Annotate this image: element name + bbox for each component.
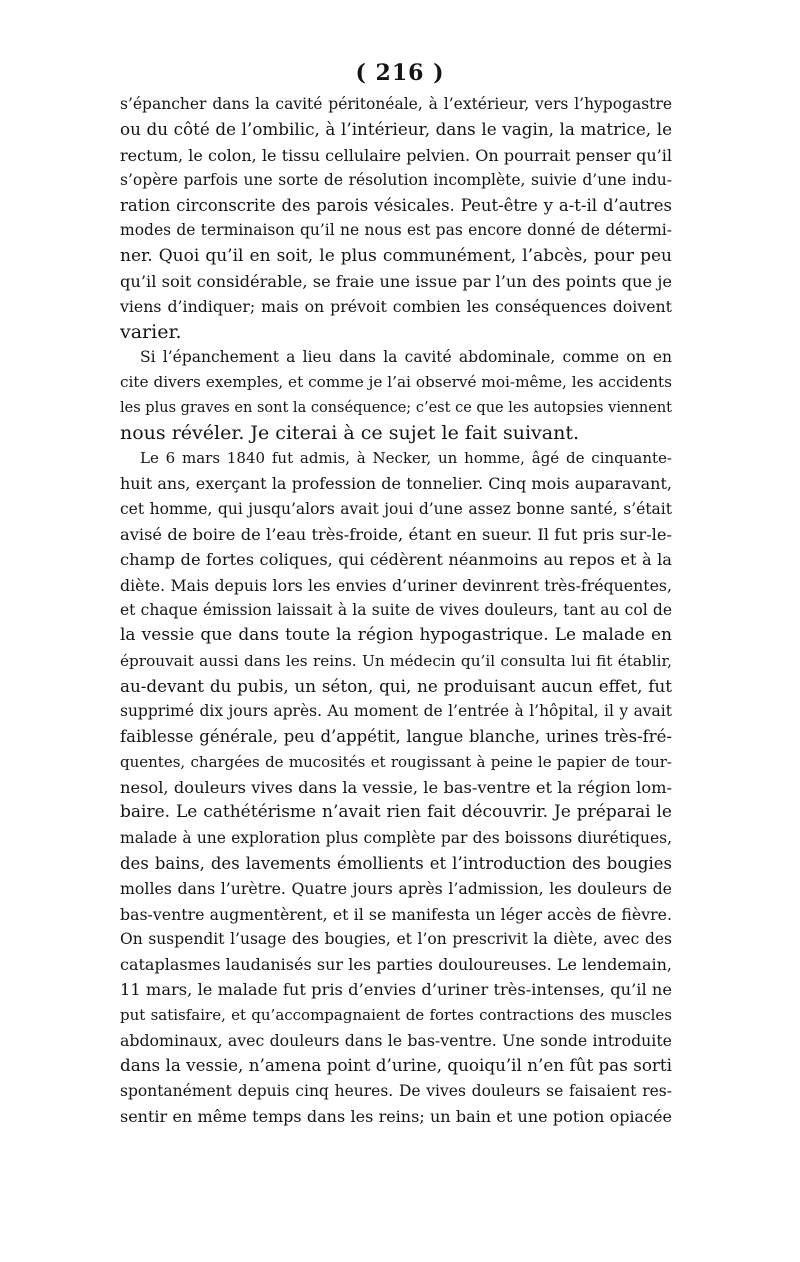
text-line: molles dans l’urètre. Quatre jours après l’admission, les douleurs de bbox=[120, 879, 672, 899]
text-line: supprimé dix jours après. Au moment de l’entrée à l’hôpital, il y avait bbox=[120, 702, 672, 721]
text-line: rectum, le colon, le tissu cellulaire pelvien. On pourrait penser qu’il bbox=[120, 145, 672, 165]
text-line: Si l’épanchement a lieu dans la cavité abdominale, comme on en bbox=[140, 347, 672, 366]
text-line: quentes, chargées de mucosités et rougissant à peine le papier de tour- bbox=[120, 752, 672, 771]
text-line: baire. Le cathétérisme n’avait rien fait découvrir. Je préparai le bbox=[120, 802, 672, 823]
text-line: nesol, douleurs vives dans la vessie, le bas-ventre et la région lom- bbox=[120, 778, 672, 798]
text-line: abdominaux, avec douleurs dans le bas-ventre. Une sonde introduite bbox=[120, 1030, 672, 1050]
text-line: la vessie que dans toute la région hypogastrique. Le malade en bbox=[120, 625, 672, 646]
text-line: qu’il soit considérable, se fraie une issue par l’un des points que je bbox=[120, 272, 672, 292]
text-line: et chaque émission laissait à la suite de vives douleurs, tant au col de bbox=[120, 600, 672, 619]
text-line: ner. Quoi qu’il en soit, le plus communément, l’abcès, pour peu bbox=[120, 245, 672, 266]
text-line: spontanément depuis cinq heures. De vives douleurs se faisaient res- bbox=[120, 1081, 672, 1100]
text-line: cite divers exemples, et comme je l’ai observé moi-même, les accidents bbox=[120, 373, 672, 392]
text-line: éprouvait aussi dans les reins. Un médecin qu’il consulta lui fit établir, bbox=[120, 651, 672, 670]
text-line: avisé de boire de l’eau très-froide, étant en sueur. Il fut pris sur-le- bbox=[120, 525, 672, 545]
text-line: diète. Mais depuis lors les envies d’uriner devinrent très-fréquentes, bbox=[120, 575, 672, 595]
text-line: s’opère parfois une sorte de résolution incomplète, suivie d’une indu- bbox=[120, 170, 672, 189]
text-line: cataplasmes laudanisés sur les parties douloureuses. Le lendemain, bbox=[120, 955, 672, 975]
text-line: modes de terminaison qu’il ne nous est pas encore donné de détermi- bbox=[120, 221, 672, 240]
text-line: sentir en même temps dans les reins; un bain et une potion opiacée bbox=[120, 1106, 672, 1126]
text-line: Le 6 mars 1840 fut admis, à Necker, un homme, âgé de cinquante- bbox=[140, 449, 672, 468]
text-line: huit ans, exerçant la profession de tonnelier. Cinq mois auparavant, bbox=[120, 474, 672, 494]
text-line: nous révéler. Je citerai à ce sujet le fait suivant. bbox=[120, 421, 580, 444]
text-line: au-devant du pubis, un séton, qui, ne produisant aucun effet, fut bbox=[120, 675, 672, 696]
text-line: faiblesse générale, peu d’appétit, langue blanche, urines très-fré- bbox=[120, 727, 672, 747]
text-line: cet homme, qui jusqu’alors avait joui d’une assez bonne santé, s’était bbox=[120, 499, 672, 518]
text-line: put satisfaire, et qu’accompagnaient de fortes contractions des muscles bbox=[120, 1005, 672, 1024]
text-line: des bains, des lavements émollients et l’introduction des bougies bbox=[120, 853, 672, 873]
text-line: viens d’indiquer; mais on prévoit combien les conséquences doivent bbox=[120, 297, 672, 317]
text-line: malade à une exploration plus complète par des boissons diurétiques, bbox=[120, 828, 672, 847]
text-line: les plus graves en sont la conséquence; c’est ce que les autopsies viennent bbox=[120, 399, 672, 416]
text-line: bas-ventre augmentèrent, et il se manifesta un léger accès de fièvre. bbox=[120, 904, 672, 924]
text-line: varier. bbox=[120, 320, 182, 343]
text-line: ou du côté de l’ombilic, à l’intérieur, dans le vagin, la matrice, le bbox=[120, 119, 672, 140]
page-number: ( 216 ) bbox=[355, 60, 445, 86]
body-text bbox=[120, 92, 672, 1129]
text-line: On suspendit l’usage des bougies, et l’on prescrivit la diète, avec des bbox=[120, 929, 672, 948]
text-line: ration circonscrite des parois vésicales. Peut-être y a-t-il d’autres bbox=[120, 196, 672, 216]
text-line: s’épancher dans la cavité péritonéale, à l’extérieur, vers l’hypogastre bbox=[120, 95, 672, 113]
text-line: dans la vessie, n’amena point d’urine, quoiqu’il n’en fût pas sorti bbox=[120, 1055, 672, 1076]
text-line: champ de fortes coliques, qui cédèrent néanmoins au repos et à la bbox=[120, 550, 672, 570]
text-line: 11 mars, le malade fut pris d’envies d’uriner très-intenses, qu’il ne bbox=[120, 980, 672, 1000]
